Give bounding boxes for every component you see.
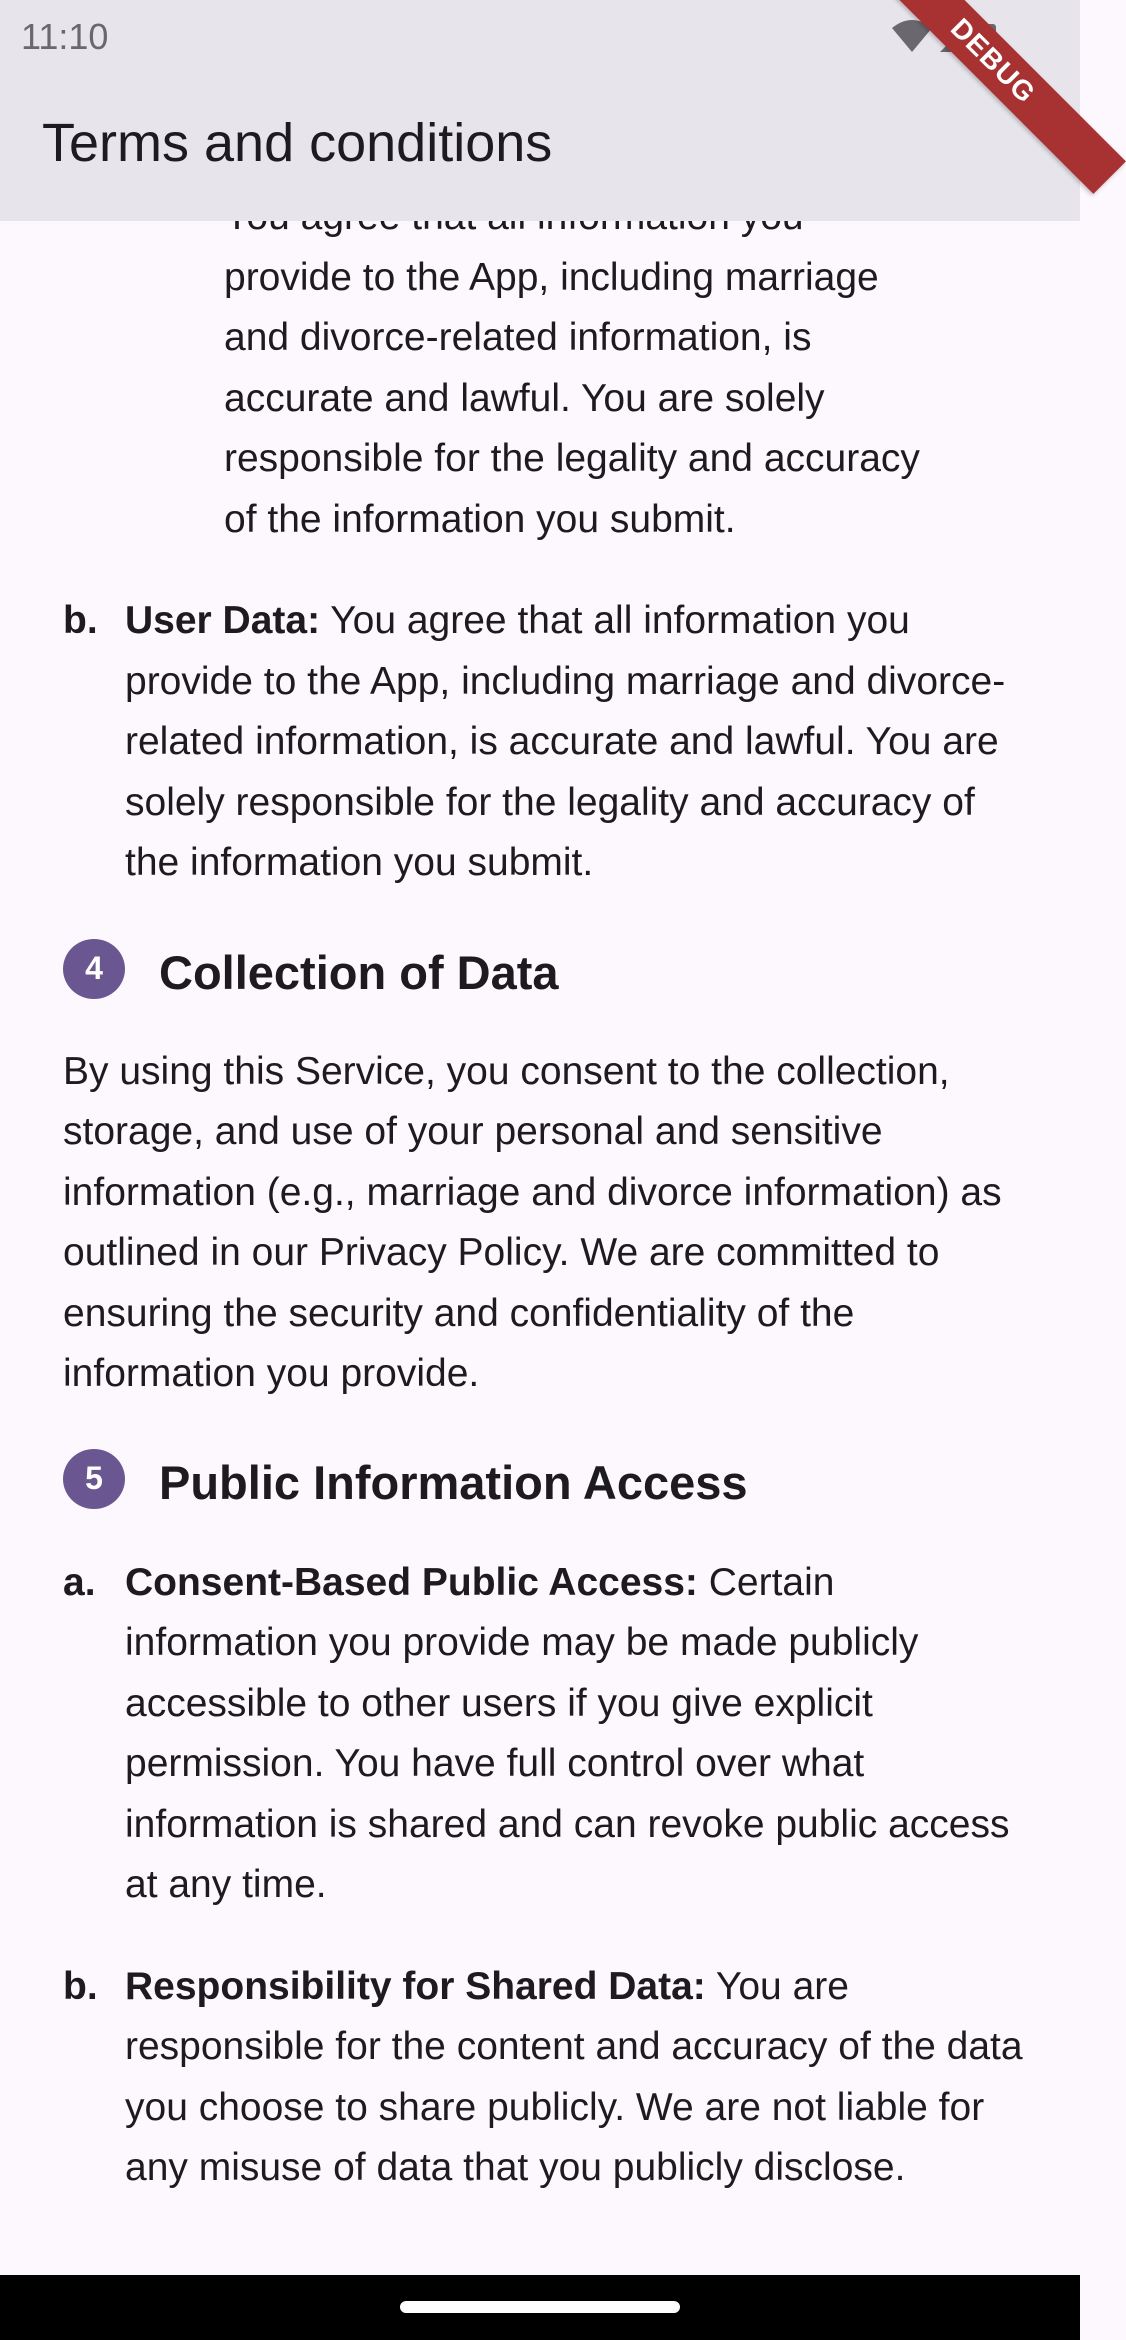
debug-banner: DEBUG <box>860 0 1126 194</box>
fragment-line: provide to the App, including marriage <box>224 255 879 299</box>
system-navigation-bar <box>0 2275 1080 2340</box>
list-item-responsibility-for-shared-data <box>0 1957 1080 2199</box>
section-body: By using this Service, you consent to the collection, storage, and use of your personal and sensitive information (e.g., marriage and divorce information) as outlined in our Privacy Policy. We are committed to ensuring the security and confidentiality of the information you provide. <box>63 1049 1002 1395</box>
section-title: Public Information Access <box>159 1455 748 1509</box>
list-item-title: Responsibility for Shared Data: <box>125 1964 706 2008</box>
list-item-text <box>125 1957 1025 2199</box>
section-heading-public-information-access <box>0 1449 1080 1509</box>
list-item-body: You are responsible for the content and accuracy of the data you choose to share publicly. We are not liable for any misuse of data that you publicly disclose. <box>125 1964 1023 2189</box>
section-number-badge: 4 <box>63 939 125 999</box>
list-item-title: User Data: <box>125 599 321 642</box>
status-time: 11:10 <box>21 16 109 57</box>
list-item-user-data <box>0 591 1080 894</box>
section-heading-collection-of-data <box>0 939 1080 999</box>
list-item-body: Certain information you provide may be made publicly accessible to other users if you give explicit permission. You have full control over what information is shared and can revoke public access at any time. <box>125 1560 1010 1906</box>
list-marker: b. <box>63 1964 98 2008</box>
section-number-badge: 5 <box>63 1449 125 1509</box>
page-title: Terms and conditions <box>42 113 553 173</box>
fragment-line: accurate and lawful. You are solely <box>224 376 825 420</box>
list-item-consent-based-public-access <box>0 1553 1080 1916</box>
list-marker: a. <box>63 1560 96 1604</box>
list-marker: b. <box>63 599 98 642</box>
list-item-title: Consent-Based Public Access: <box>125 1560 698 1604</box>
fragment-line: and divorce-related information, is <box>224 316 812 359</box>
list-item-text <box>125 1553 1025 1916</box>
list-item-text <box>125 591 1025 894</box>
app-bar <box>0 72 1080 221</box>
fragment-line: responsible for the legality and accuracy <box>224 437 920 480</box>
section-title: Collection of Data <box>159 945 559 999</box>
fragment-line: of the information you submit. <box>224 497 736 541</box>
home-indicator[interactable] <box>400 2301 680 2313</box>
terms-scroll-view[interactable] <box>0 221 1080 2275</box>
previous-item-fragment <box>224 187 1024 550</box>
list-item-body: You agree that all information you provide to the App, including marriage and divorce-related information, is accurate and lawful. You are solely responsible for the legality and accuracy of the information you submit. <box>125 599 1006 884</box>
